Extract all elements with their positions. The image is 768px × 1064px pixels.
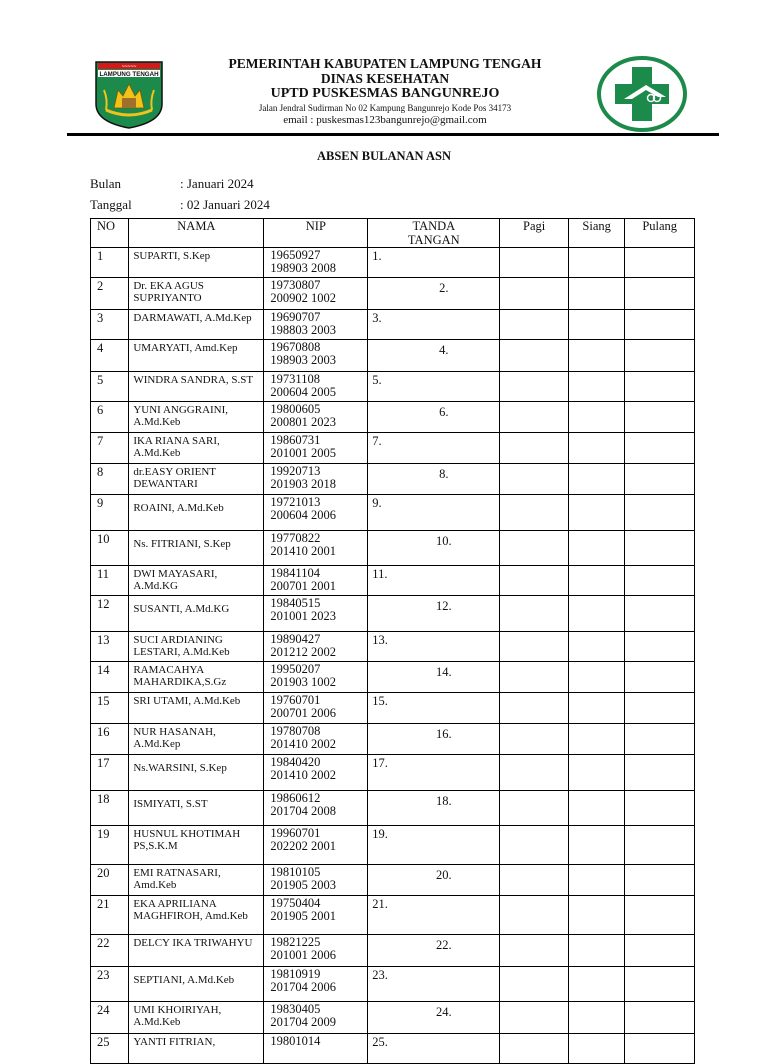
table-row [91,530,695,565]
pulang-cell[interactable] [625,631,695,661]
nip-line-2: 201001 2023 [270,609,337,624]
pagi-cell[interactable] [500,1002,569,1033]
pulang-cell[interactable] [625,340,695,371]
pulang-cell[interactable] [625,433,695,463]
table-row [91,935,695,966]
header-no: NO [91,219,129,248]
nip-line-1: 19801014 [270,1033,321,1048]
pulang-cell[interactable] [625,826,695,865]
siang-cell[interactable] [568,966,624,1001]
nip-line-1: 19721013 [270,495,321,510]
pagi-cell[interactable] [500,755,569,790]
siang-cell[interactable] [568,865,624,896]
row-nip [264,1002,368,1033]
table-row [91,248,695,278]
siang-cell[interactable] [568,826,624,865]
table-row [91,693,695,723]
gov-name: PEMERINTAH KABUPATEN LAMPUNG TENGAH [228,56,542,71]
row-nama: EMI RATNASARI, Amd.Keb [129,865,264,896]
emblem-lettering: LAMPUNG TENGAH [99,71,159,78]
siang-cell[interactable] [568,565,624,595]
signature-cell[interactable]: 1. [368,248,500,278]
signature-cell[interactable]: 25. [368,1033,500,1063]
row-nip [264,596,368,631]
table-row [91,662,695,693]
pagi-cell[interactable] [500,790,569,825]
row-no: 3 [91,309,129,339]
row-no: 20 [91,865,129,896]
row-nip [264,723,368,754]
row-nip [264,966,368,1001]
row-nip [264,790,368,825]
nip-line-2: 198803 2003 [270,322,337,337]
header-nip: NIP [264,219,368,248]
bulan-value: : Januari 2024 [180,176,254,191]
pulang-cell[interactable] [625,401,695,432]
signature-cell[interactable]: 14. [368,662,500,693]
nip-line-1: 19650927 [270,248,321,262]
row-nip [264,371,368,401]
nip-line-1: 19780708 [270,723,321,738]
row-no: 7 [91,433,129,463]
table-row [91,631,695,661]
nip-line-1: 19750404 [270,896,321,911]
row-nama: UMARYATI, Amd.Kep [129,340,264,371]
tanggal-label: Tanggal [90,197,132,212]
pulang-cell[interactable] [625,278,695,309]
nip-line-2: 201212 2002 [270,644,337,659]
office-name: UPTD PUSKESMAS BANGUNREJO [270,86,500,101]
row-nip [264,935,368,966]
row-nama: EKA APRILIANA MAGHFIROH, Amd.Keb [129,896,264,935]
signature-cell[interactable]: 3. [368,309,500,339]
siang-cell[interactable] [568,755,624,790]
signature-cell[interactable]: 24. [368,1002,500,1033]
row-nama: Dr. EKA AGUS SUPRIYANTO [129,278,264,309]
row-nip [264,896,368,935]
pulang-cell[interactable] [625,865,695,896]
pagi-cell[interactable] [500,495,569,530]
row-no: 22 [91,935,129,966]
siang-cell[interactable] [568,248,624,278]
siang-cell[interactable] [568,401,624,432]
nip-line-1: 19760701 [270,693,321,708]
table-row [91,433,695,463]
row-nama: SUPARTI, S.Kep [129,248,264,278]
nip-line-2: 201001 2006 [270,948,337,963]
row-nama: Ns.WARSINI, S.Kep [129,755,264,790]
nip-line-2: 200604 2006 [270,508,337,523]
signature-cell[interactable]: 12. [368,596,500,631]
pulang-cell[interactable] [625,530,695,565]
table-row [91,309,695,339]
row-nama: RAMACAHYA MAHARDIKA,S.Gz [129,662,264,693]
pagi-cell[interactable] [500,530,569,565]
nip-line-2: 201704 2008 [270,803,337,818]
siang-cell[interactable] [568,693,624,723]
siang-cell[interactable] [568,371,624,401]
row-nip [264,433,368,463]
row-nip [264,1033,368,1063]
nip-line-1: 19860731 [270,433,321,448]
row-nama: DELCY IKA TRIWAHYU [129,935,264,966]
pulang-cell[interactable] [625,309,695,339]
nip-line-2: 201410 2002 [270,736,337,751]
row-nama: SRI UTAMI, A.Md.Keb [129,693,264,723]
header-tanda-tangan: TANDA TANGAN [368,219,500,248]
pagi-cell[interactable] [500,631,569,661]
row-nip [264,401,368,432]
nip-line-1: 19730807 [270,278,321,293]
pagi-cell[interactable] [500,896,569,935]
pulang-cell[interactable] [625,596,695,631]
table-row [91,401,695,432]
signature-cell[interactable]: 6. [368,401,500,432]
nip-line-2: 200801 2023 [270,414,337,429]
row-nip [264,340,368,371]
pagi-cell[interactable] [500,278,569,309]
nip-line-2: 201410 2001 [270,543,337,558]
row-no: 8 [91,463,129,494]
pagi-cell[interactable] [500,340,569,371]
nip-line-2: 201410 2002 [270,768,337,783]
nip-line-1: 19810919 [270,966,321,981]
row-no: 13 [91,631,129,661]
siang-cell[interactable] [568,278,624,309]
puskesmas-cross-icon [596,55,688,133]
nip-line-1: 19840515 [270,596,321,611]
table-row [91,896,695,935]
table-row [91,596,695,631]
row-no: 11 [91,565,129,595]
row-nip [264,631,368,661]
siang-cell[interactable] [568,896,624,935]
row-nip [264,248,368,278]
pulang-cell[interactable] [625,723,695,754]
table-row [91,755,695,790]
row-nama: Ns. FITRIANI, S.Kep [129,530,264,565]
signature-cell[interactable]: 23. [368,966,500,1001]
pagi-cell[interactable] [500,826,569,865]
signature-cell[interactable]: 8. [368,463,500,494]
row-nama: NUR HASANAH, A.Md.Kep [129,723,264,754]
signature-cell[interactable]: 15. [368,693,500,723]
siang-cell[interactable] [568,495,624,530]
nip-line-1: 19810105 [270,865,321,880]
siang-cell[interactable] [568,340,624,371]
row-nama: DWI MAYASARI, A.Md.KG [129,565,264,595]
pagi-cell[interactable] [500,248,569,278]
row-nip [264,826,368,865]
row-nama: UMI KHOIRIYAH, A.Md.Keb [129,1002,264,1033]
pagi-cell[interactable] [500,371,569,401]
siang-cell[interactable] [568,723,624,754]
row-nip [264,865,368,896]
siang-cell[interactable] [568,463,624,494]
meta-tanggal [90,197,270,213]
signature-cell[interactable]: 11. [368,565,500,595]
nip-line-1: 19841104 [270,565,320,580]
table-row [91,340,695,371]
pulang-cell[interactable] [625,693,695,723]
row-no: 4 [91,340,129,371]
pagi-cell[interactable] [500,966,569,1001]
siang-cell[interactable] [568,935,624,966]
row-nama: WINDRA SANDRA, S.ST [129,371,264,401]
dept-name: DINAS KESEHATAN [320,71,450,86]
header-divider [67,133,719,136]
pagi-cell[interactable] [500,723,569,754]
row-nip [264,278,368,309]
signature-cell[interactable]: 16. [368,723,500,754]
pagi-cell[interactable] [500,463,569,494]
table-row [91,865,695,896]
row-nama: YANTI FITRIAN, [129,1033,264,1063]
row-no: 10 [91,530,129,565]
nip-line-2: 201001 2005 [270,446,337,461]
row-nip [264,693,368,723]
row-no: 23 [91,966,129,1001]
row-nip [264,530,368,565]
table-row [91,826,695,865]
row-no: 21 [91,896,129,935]
bulan-label: Bulan [90,176,122,191]
pulang-cell[interactable] [625,1002,695,1033]
pagi-cell[interactable] [500,935,569,966]
row-no: 1 [91,248,129,278]
siang-cell[interactable] [568,631,624,661]
siang-cell[interactable] [568,662,624,693]
signature-cell[interactable]: 10. [368,530,500,565]
row-no: 9 [91,495,129,530]
siang-cell[interactable] [568,433,624,463]
nip-line-1: 19821225 [270,935,321,950]
nip-line-2: 200902 1002 [270,291,337,306]
siang-cell[interactable] [568,530,624,565]
lampung-tengah-emblem-icon [92,60,166,130]
siang-cell[interactable] [568,790,624,825]
row-nip [264,463,368,494]
row-nama: SUCI ARDIANING LESTARI, A.Md.Keb [129,631,264,661]
signature-cell[interactable]: 2. [368,278,500,309]
siang-cell[interactable] [568,309,624,339]
siang-cell[interactable] [568,596,624,631]
row-nama: SUSANTI, A.Md.KG [129,596,264,631]
table-row [91,463,695,494]
nip-line-2: 198903 2008 [270,261,337,275]
table-row [91,1002,695,1033]
signature-cell[interactable]: 22. [368,935,500,966]
nip-line-2: 201704 2009 [270,1015,337,1030]
nip-line-1: 19800605 [270,401,321,416]
row-no: 5 [91,371,129,401]
signature-cell[interactable]: 7. [368,433,500,463]
table-row [91,371,695,401]
row-nip [264,495,368,530]
pulang-cell[interactable] [625,565,695,595]
row-nip [264,662,368,693]
pulang-cell[interactable] [625,371,695,401]
nip-line-1: 19690707 [270,309,321,324]
siang-cell[interactable] [568,1002,624,1033]
nip-line-1: 19960701 [270,826,321,841]
letterhead [170,56,600,127]
page-title: ABSEN BULANAN ASN [316,149,452,163]
svg-text:~~~~~: ~~~~~ [121,64,137,70]
table-row [91,790,695,825]
meta-bulan [90,176,254,192]
table-row [91,966,695,1001]
nip-line-2: 200701 2006 [270,706,337,721]
row-no: 19 [91,826,129,865]
email: email : puskesmas123bangunrejo@gmail.com [283,114,487,126]
table-row [91,565,695,595]
signature-cell[interactable]: 18. [368,790,500,825]
row-nip [264,755,368,790]
siang-cell[interactable] [568,1033,624,1063]
nip-line-2: 201905 2001 [270,909,337,924]
nip-line-2: 201903 2018 [270,476,337,491]
signature-cell[interactable]: 9. [368,495,500,530]
header-nama: NAMA [129,219,264,248]
nip-line-2: 201905 2003 [270,878,337,893]
row-nama: DARMAWATI, A.Md.Kep [129,309,264,339]
row-nama: HUSNUL KHOTIMAH PS,S.K.M [129,826,264,865]
nip-line-1: 19840420 [270,755,321,770]
signature-cell[interactable]: 13. [368,631,500,661]
table-row [91,1033,695,1063]
pagi-cell[interactable] [500,865,569,896]
signature-cell[interactable]: 17. [368,755,500,790]
signature-cell[interactable]: 5. [368,371,500,401]
signature-cell[interactable]: 19. [368,826,500,865]
row-nama: dr.EASY ORIENT DEWANTARI [129,463,264,494]
row-nama: IKA RIANA SARI, A.Md.Keb [129,433,264,463]
row-no: 12 [91,596,129,631]
header-pulang: Pulang [625,219,695,248]
nip-line-1: 19731108 [270,371,320,386]
row-no: 6 [91,401,129,432]
row-nama: ISMIYATI, S.ST [129,790,264,825]
nip-line-2: 202202 2001 [270,839,337,854]
pulang-cell[interactable] [625,1033,695,1063]
nip-line-2: 198903 2003 [270,353,337,368]
row-no: 24 [91,1002,129,1033]
nip-line-1: 19920713 [270,463,321,478]
row-no: 14 [91,662,129,693]
pulang-cell[interactable] [625,248,695,278]
pulang-cell[interactable] [625,790,695,825]
nip-line-1: 19770822 [270,530,321,545]
table-row [91,278,695,309]
nip-line-1: 19830405 [270,1002,321,1017]
pulang-cell[interactable] [625,662,695,693]
pulang-cell[interactable] [625,755,695,790]
pagi-cell[interactable] [500,662,569,693]
nip-line-2: 200604 2005 [270,384,337,399]
table-row [91,495,695,530]
pagi-cell[interactable] [500,596,569,631]
row-no: 18 [91,790,129,825]
row-nama: YUNI ANGGRAINI, A.Md.Keb [129,401,264,432]
pagi-cell[interactable] [500,1033,569,1063]
signature-cell[interactable]: 20. [368,865,500,896]
nip-line-2: 201903 1002 [270,675,337,690]
pulang-cell[interactable] [625,495,695,530]
row-no: 15 [91,693,129,723]
row-nama: SEPTIANI, A.Md.Keb [129,966,264,1001]
address: Jalan Jendral Sudirman No 02 Kampung Bangunrejo Kode Pos 34173 [258,103,512,113]
attendance-table [90,218,695,1064]
pagi-cell[interactable] [500,565,569,595]
table-header-row [91,219,695,248]
nip-line-2: 201704 2006 [270,979,337,994]
row-nip [264,565,368,595]
pagi-cell[interactable] [500,401,569,432]
row-no: 2 [91,278,129,309]
signature-cell[interactable]: 4. [368,340,500,371]
nip-line-1: 19860612 [270,790,321,805]
nip-line-1: 19890427 [270,631,321,646]
tanggal-value: : 02 Januari 2024 [180,197,270,212]
row-nip [264,309,368,339]
pulang-cell[interactable] [625,935,695,966]
table-row [91,723,695,754]
nip-line-2: 200701 2001 [270,578,337,593]
row-no: 16 [91,723,129,754]
nip-line-1: 19950207 [270,662,321,677]
row-no: 17 [91,755,129,790]
nip-line-1: 19670808 [270,340,321,355]
signature-cell[interactable]: 21. [368,896,500,935]
pagi-cell[interactable] [500,309,569,339]
pulang-cell[interactable] [625,966,695,1001]
pulang-cell[interactable] [625,896,695,935]
row-nama: ROAINI, A.Md.Keb [129,495,264,530]
row-no: 25 [91,1033,129,1063]
header-siang: Siang [568,219,624,248]
pagi-cell[interactable] [500,693,569,723]
pulang-cell[interactable] [625,463,695,494]
header-pagi: Pagi [500,219,569,248]
pagi-cell[interactable] [500,433,569,463]
